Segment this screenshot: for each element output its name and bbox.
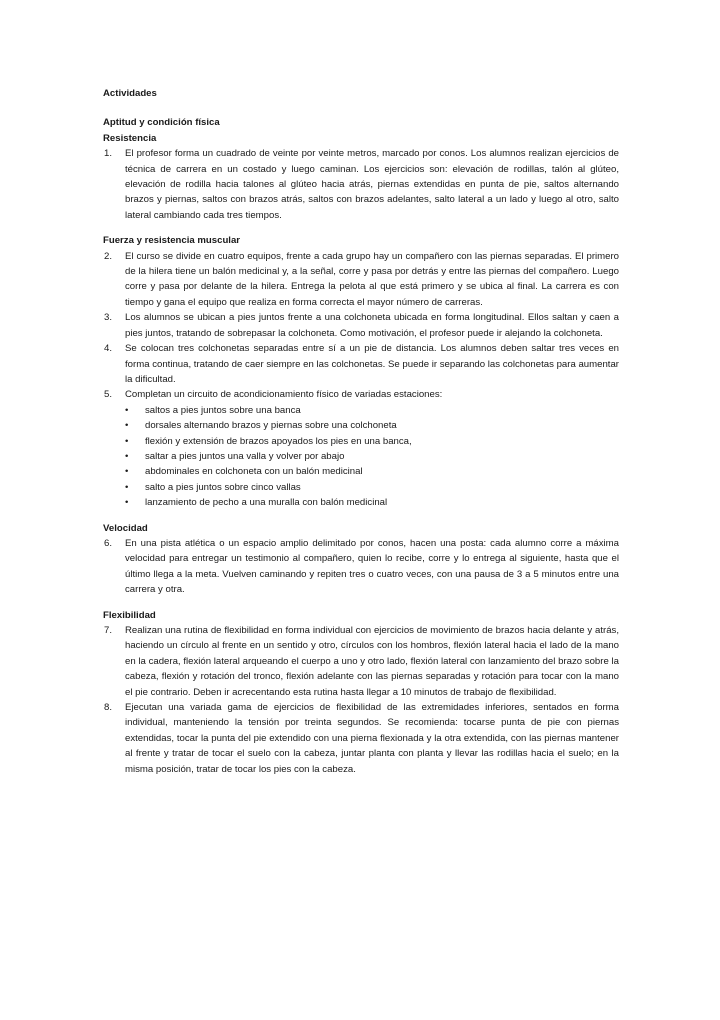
activity-item-7 <box>103 623 619 700</box>
list-item: • lanzamiento de pecho a una muralla con balón medicinal <box>125 495 619 510</box>
activity-item-1 <box>103 146 619 223</box>
section-heading: Fuerza y resistencia muscular <box>103 235 241 247</box>
document-body <box>103 86 619 777</box>
activity-item-5 <box>103 387 619 402</box>
item-number: 6. <box>104 537 113 549</box>
section-heading: Velocidad <box>103 522 148 534</box>
list-item: • saltar a pies juntos una valla y volver por abajo <box>125 449 619 464</box>
list-item: • dorsales alternando brazos y piernas sobre una colchoneta <box>125 418 619 433</box>
item-text: Completan un circuito de acondicionamiento físico de variadas estaciones: <box>125 389 443 401</box>
document-title: Actividades <box>103 88 157 99</box>
item-text: En una pista atlética o un espacio amplio delimitado por conos, hacen una posta: cada alumno corre a máxima velocidad para entregar un testimonio al compañero, quien lo recibe, corre y lo entrega al siguiente, hasta que el último llega a la meta. Vuelven caminando y repiten tres o cuatro veces, con una pausa de 3 a 5 minutos entre una carrera y otra. <box>125 537 619 596</box>
item-text: El curso se divide en cuatro equipos, frente a cada grupo hay un compañero con las piernas separadas. El primero de la hilera tiene un balón medicinal y, a la señal, corre y pasa por detrás y entre las piernas del compañero. Luego corre y pasa por delante de la hilera. Entrega la pelota al que está primero y se ubica al final. La carrera es con tiempo y gana el equipo que realiza en forma correcta el mayor número de carreras. <box>125 250 619 308</box>
section-flexibilidad <box>103 608 619 777</box>
list-item: • salto a pies juntos sobre cinco vallas <box>125 480 619 495</box>
item-number: 4. <box>104 343 113 355</box>
section-aptitud <box>103 115 619 223</box>
list-item: • abdominales en colchoneta con un balón medicinal <box>125 464 619 479</box>
item-text: Realizan una rutina de flexibilidad en forma individual con ejercicios de movimiento de brazos hacia delante y atrás, haciendo un círculo al frente en un sentido y otro, círculos con los hombros, flexión lateral hacia el lado de la mano en la cadera, flexión lateral arqueando el cuerpo a uno y otro lado, flexión lateral con lanzamiento del brazo sobre la cabeza, flexión y rotación del tronco, flexión adelante con las piernas separadas y rotación para tocar con la mano el pie contrario. Deben ir acrecentando esta rutina hasta llegar a 10 minutos de trabajo de flexibilidad. <box>125 625 619 698</box>
list-item: • saltos a pies juntos sobre una banca <box>125 403 619 418</box>
item-number: 3. <box>104 312 113 324</box>
item-text: El profesor forma un cuadrado de veinte por veinte metros, marcado por conos. Los alumnos realizan ejercicios de técnica de carrera en un costado y luego caminan. Los ejercicios son: elevación de rodillas, talón al glúteo, elevación de rodilla hacia talones al glúteo hacia atrás, piernas extendidas en punta de pie, saltos alternando brazos y piernas, saltos con brazos atrás, saltos con brazos adelantes, salto lateral a un lado y luego al otro, salto lateral cambiando cada tres tiempos. <box>125 148 619 221</box>
item-number: 2. <box>104 250 113 262</box>
activity-item-3 <box>103 310 619 341</box>
section-heading: Flexibilidad <box>103 609 156 621</box>
activity-item-6 <box>103 536 619 598</box>
section-heading: Aptitud y condición física <box>103 117 220 129</box>
section-subheading: Resistencia <box>103 132 157 144</box>
item-text: Los alumnos se ubican a pies juntos frente a una colchoneta ubicada en forma longitudinal. Ellos saltan y caen a pies juntos, tratando de sobrepasar la colchoneta. Como motivación, el profesor puede ir alejando la colchoneta. <box>125 312 619 339</box>
activity-item-4 <box>103 341 619 387</box>
activity-item-8 <box>103 700 619 777</box>
item-number: 5. <box>104 389 113 401</box>
item-text: Se colocan tres colchonetas separadas entre sí a un pie de distancia. Los alumnos deben saltar tres veces en forma continua, tratando de caer siempre en las colchonetas. Se puede ir separando las colchonetas para aumentar la dificultad. <box>125 343 619 385</box>
activity-item-2 <box>103 249 619 311</box>
list-item: • flexión y extensión de brazos apoyados los pies en una banca, <box>125 434 619 449</box>
circuit-station-list <box>103 403 619 511</box>
item-number: 1. <box>104 148 113 160</box>
item-number: 8. <box>104 702 113 714</box>
section-fuerza <box>103 233 619 510</box>
item-text: Ejecutan una variada gama de ejercicios de flexibilidad de las extremidades inferiores, sentados en forma individual, manteniendo la tensión por treinta segundos. Se recomienda: tocarse punta de pie con piernas extendidas, tocar la punta del pie extendido con una pierna flexionada y la otra extendida, con las piernas mantener al frente y tratar de tocar el suelo con la cabeza, juntar planta con planta y llevar las rodillas hacia el suelo; en la misma posición, tratar de tocar los pies con la cabeza. <box>125 702 619 775</box>
item-number: 7. <box>104 625 113 636</box>
section-velocidad <box>103 521 619 598</box>
